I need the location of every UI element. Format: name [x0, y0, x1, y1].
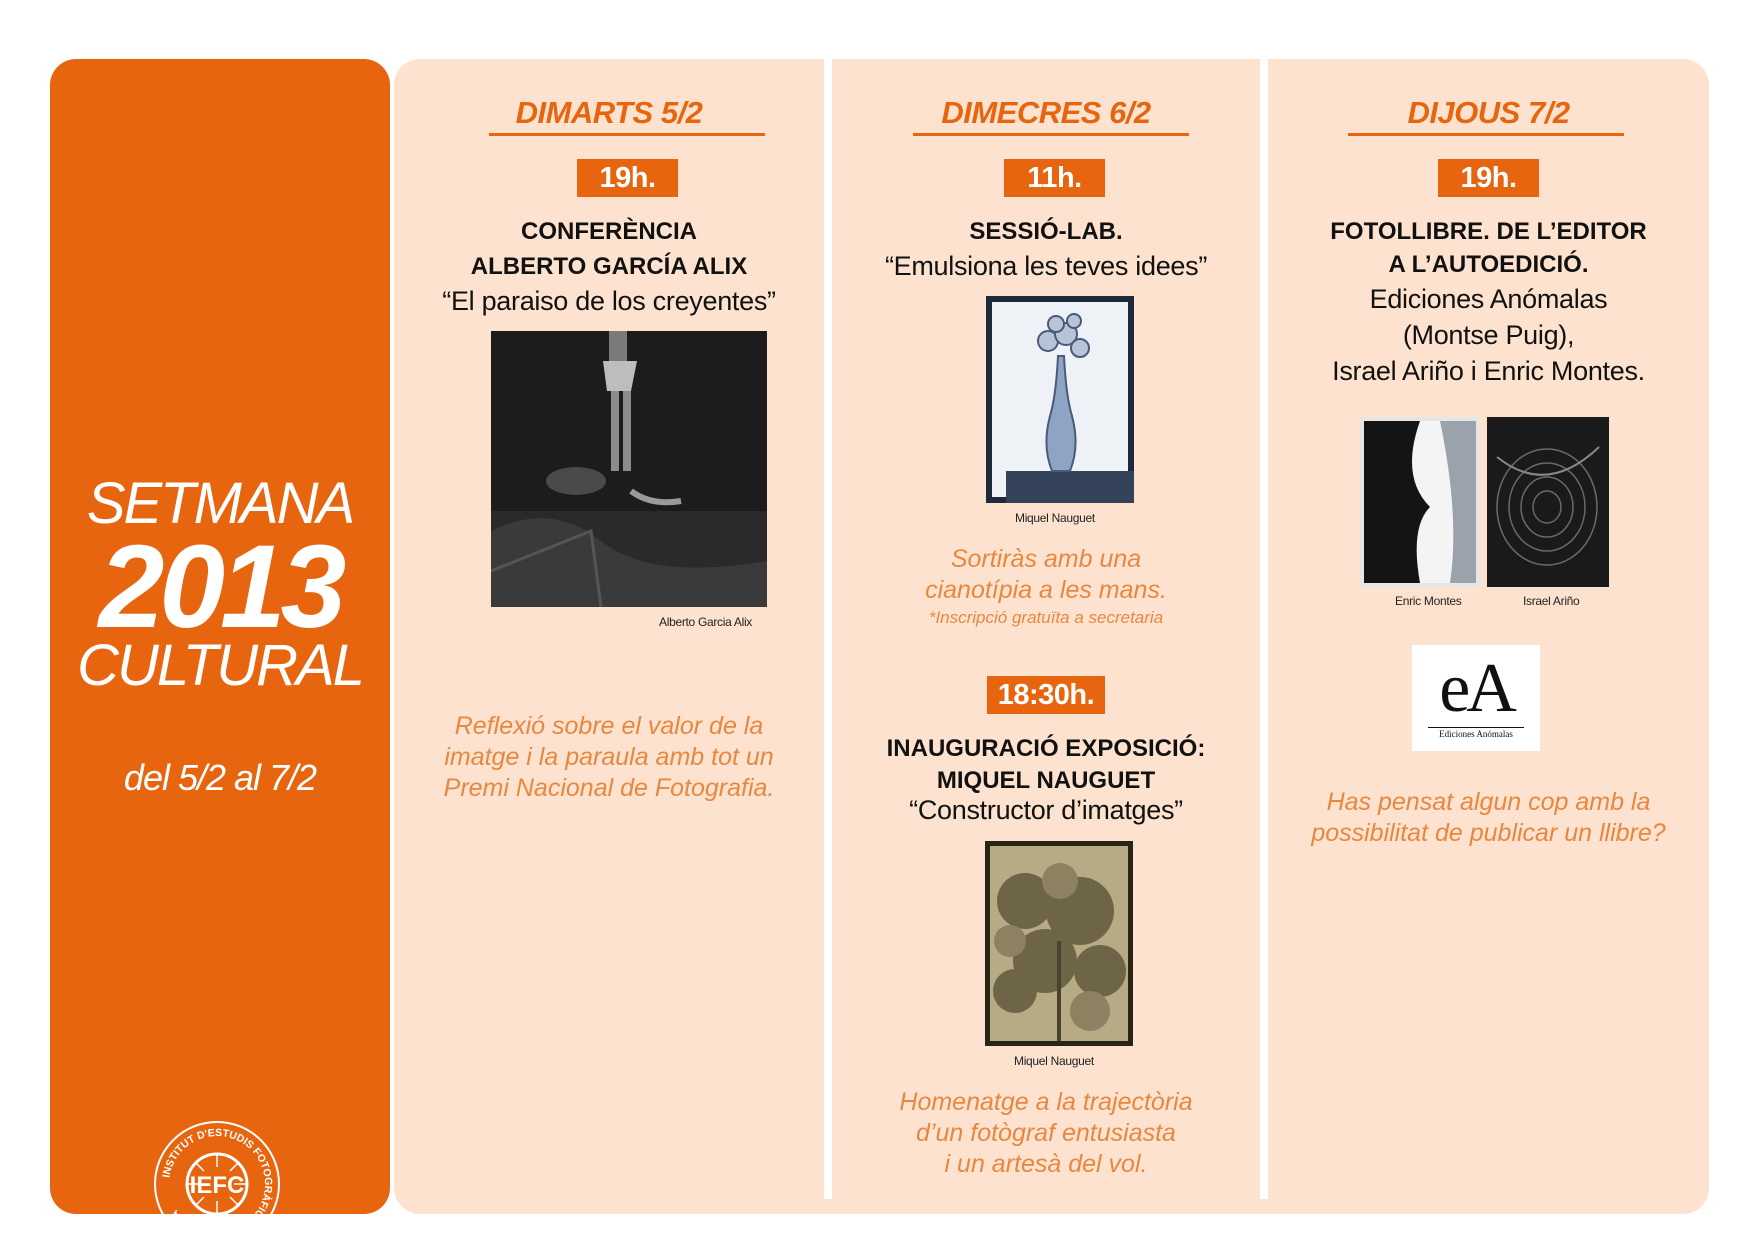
time-badge: 19h. [577, 159, 678, 197]
day-column-thursday [1268, 59, 1709, 1214]
photo-credit: Israel Ariño [1523, 594, 1580, 608]
event-subtitle: “Constructor d’imatges” [909, 795, 1183, 825]
event-speaker: (Montse Puig), [1402, 320, 1575, 350]
column-divider [824, 59, 832, 1199]
photo-credit: Alberto Garcia Alix [659, 615, 753, 629]
photo-credit: Miquel Nauguet [1015, 511, 1095, 525]
time-badge: 19h. [1438, 159, 1539, 197]
event-speaker: Israel Ariño i Enric Montes. [1332, 356, 1645, 386]
logo-mark: eA [1439, 650, 1513, 727]
time-badge: 11h. [1004, 159, 1105, 197]
day-column-tuesday [394, 59, 824, 1214]
brand-line-setmana: SETMANA [86, 471, 354, 536]
event-title: FOTOLLIBRE. DE L’EDITOR [1330, 218, 1647, 245]
crucifix-photo [491, 331, 767, 607]
forest-photo [985, 841, 1133, 1046]
event-description-line: possibilitat de publicar un llibre? [1311, 819, 1666, 847]
book-cover-israel-arino [1487, 417, 1609, 587]
day-title: DIMARTS 5/2 [515, 95, 703, 130]
column-divider [1260, 59, 1268, 1199]
branding-panel [50, 59, 390, 1242]
event-description-line: Has pensat algun cop amb la [1326, 788, 1651, 816]
iefc-seal-icon [152, 1119, 282, 1249]
event-description-line: Premi Nacional de Fotografia. [443, 774, 775, 802]
event-speaker: MIQUEL NAUGUET [936, 767, 1156, 794]
seal-ring-text: INSTITUT D'ESTUDIS FOTOGRÀFICS DE CATALUNYA [160, 1126, 275, 1242]
book-cover-enric-montes [1360, 417, 1480, 587]
photo-credit: Miquel Nauguet [1014, 1054, 1094, 1068]
event-description-line: Homenatge a la trajectòria [899, 1088, 1193, 1116]
event-description-line: Reflexió sobre el valor de la [454, 712, 764, 740]
event-title: A L’AUTOEDICIÓ. [1388, 251, 1589, 278]
photo-credit: Enric Montes [1395, 594, 1462, 608]
logo-caption: Ediciones Anómalas [1439, 729, 1513, 739]
event-description-line: d’un fotògraf entusiasta [916, 1119, 1176, 1147]
event-description-line: cianotípia a les mans. [925, 576, 1167, 604]
day-underline [1348, 133, 1624, 136]
day-title: DIJOUS 7/2 [1407, 95, 1570, 130]
event-speaker: ALBERTO GARCÍA ALIX [470, 253, 748, 280]
event-description-line: Sortiràs amb una [950, 545, 1142, 573]
registration-note: *Inscripció gratuïta a secretaria [928, 608, 1164, 627]
brand-line-cultural: CULTURAL [77, 633, 363, 698]
time-badge: 18:30h. [987, 676, 1105, 714]
day-underline [489, 133, 765, 136]
event-title: CONFERÈNCIA [520, 218, 697, 245]
event-description-line: i un artesà del vol. [944, 1150, 1148, 1178]
schedule-panel [394, 59, 1709, 1214]
event-speaker: Ediciones Anómalas [1369, 284, 1608, 314]
day-column-wednesday [832, 59, 1260, 1214]
event-subtitle: “Emulsiona les teves idees” [884, 251, 1208, 281]
day-title: DIMECRES 6/2 [941, 95, 1151, 130]
event-title: SESSIÓ-LAB. [969, 218, 1123, 245]
event-date-range: del 5/2 al 7/2 [123, 757, 317, 798]
seal-abbr: IEFC [189, 1172, 245, 1199]
event-description-line: imatge i la paraula amb tot un [444, 743, 774, 771]
day-underline [913, 133, 1189, 136]
event-subtitle: “El paraiso de los creyentes” [442, 286, 776, 316]
brand-year: 2013 [98, 521, 342, 653]
event-title: INAUGURACIÓ EXPOSICIÓ: [886, 735, 1206, 762]
vase-cyanotype-photo [986, 296, 1134, 503]
ediciones-anomalas-logo [1412, 645, 1540, 751]
logo-rule [1428, 727, 1524, 728]
